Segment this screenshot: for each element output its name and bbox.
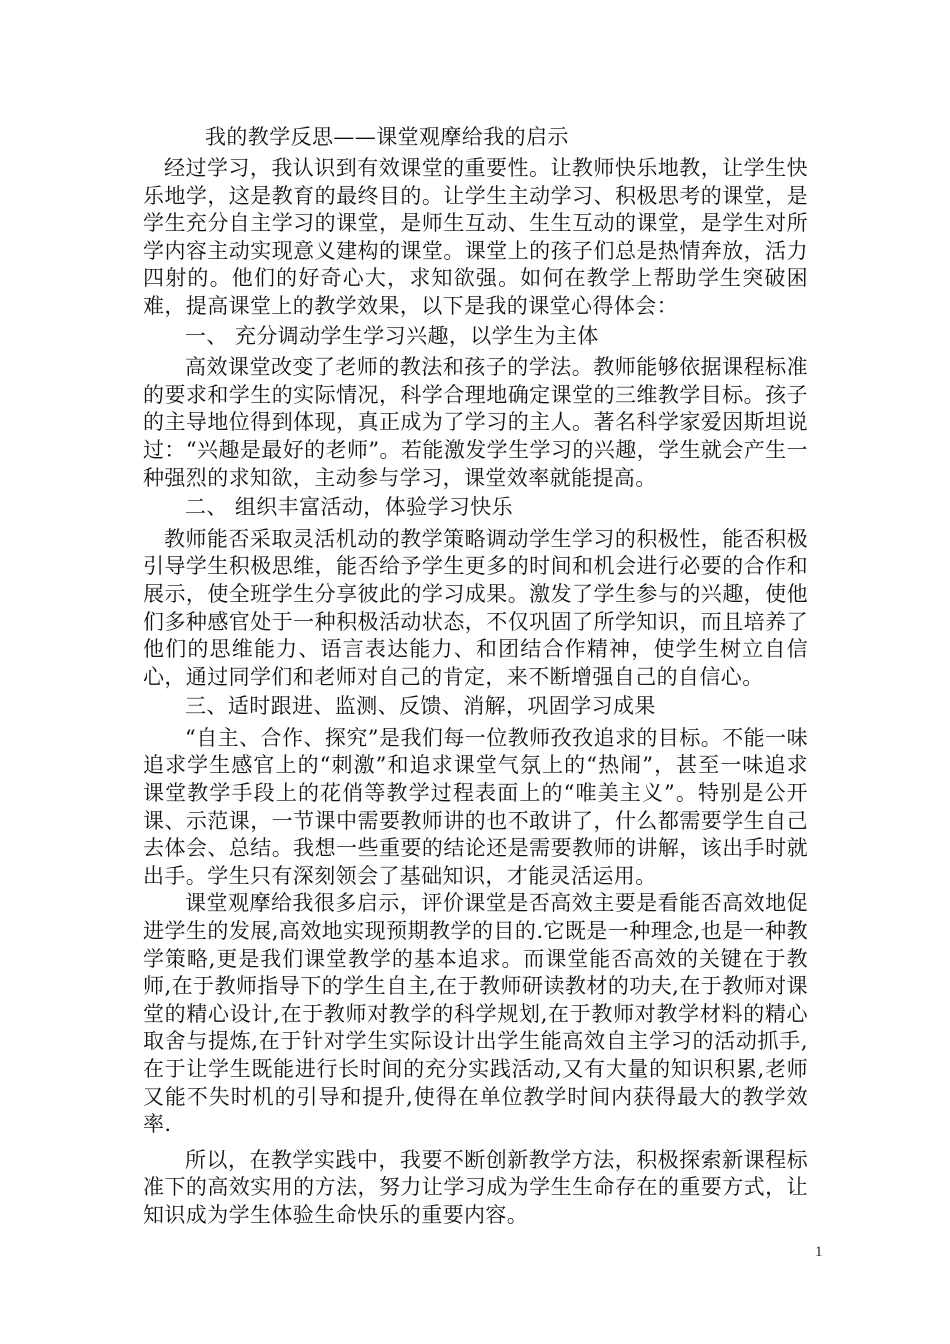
conclusion-paragraph: 所以，在教学实践中，我要不断创新教学方法，积极探索新课程标准下的高效实用的方法，努力让学习成为学生生命存在的重要方式，让知识成为学生体验生命快乐的重要内容。 [143,1147,808,1227]
section-heading-2: 二、 组织丰富活动，体验学习快乐 [185,495,514,520]
section-3-paragraph: “自主、合作、探究”是我们每一位教师孜孜追求的目标。不能一味追求学生感官上的“刺激”和追求课堂气氛上的“热闹”，甚至一味追求课堂教学手段上的花俏等教学过程表面上的“唯美主义”。特别是公开课、示范课，一节课中需要教师讲的也不敢讲了，什么都需要学生自己去体会、总结。我想一些重要的结论还是需要教师的讲解，该出手时就出手。学生只有深刻领会了基础知识，才能灵活运用。 [143,725,808,888]
section-1-paragraph: 高效课堂改变了老师的教法和孩子的学法。教师能够依据课程标准的要求和学生的实际情况，科学合理地确定课堂的三维教学目标。孩子的主导地位得到体现，真正成为了学习的主人。著名科学家爱因斯坦说过：“兴趣是最好的老师”。若能激发学生学习的兴趣，学生就会产生一种强烈的求知欲，主动参与学习，课堂效率就能提高。 [143,355,808,490]
section-heading-3: 三、适时跟进、监测、反馈、消解，巩固学习成果 [185,694,656,719]
intro-paragraph: 经过学习，我认识到有效课堂的重要性。让教师快乐地教，让学生快乐地学，这是教育的最终目的。让学生主动学习、积极思考的课堂，是学生充分自主学习的课堂，是师生互动、生生互动的课堂，是学生对所学内容主动实现意义建构的课堂。课堂上的孩子们总是热情奔放，活力四射的。他们的好奇心大，求知欲强。如何在教学上帮助学生突破困难，提高课堂上的教学效果，以下是我的课堂心得体会： [143,156,808,318]
document-body [143,123,808,1230]
reflection-paragraph: 课堂观摩给我很多启示，评价课堂是否高效主要是看能否高效地促进学生的发展,高效地实现预期教学的目的.它既是一种理念,也是一种教学策略,更是我们课堂教学的基本追求。而课堂能否高效的关键在于教师,在于教师指导下的学生自主,在于教师研读教材的功夫,在于教师对课堂的精心设计,在于教师对教学的科学规划,在于教师对教学材料的精心取舍与提炼,在于针对学生实际设计出学生能高效自主学习的活动抓手,在于让学生既能进行长时间的充分实践活动,又有大量的知识积累,老师又能不失时机的引导和提升,使得在单位教学时间内获得最大的教学效率. [143,891,808,1137]
section-heading-1: 一、 充分调动学生学习兴趣，以学生为主体 [185,323,599,348]
page-number: 1 [815,1244,823,1260]
document-title: 我的教学反思——课堂观摩给我的启示 [205,125,569,149]
section-2-paragraph: 教师能否采取灵活机动的教学策略调动学生学习的积极性，能否积极引导学生积极思维，能否给予学生更多的时间和机会进行必要的合作和展示，使全班学生分享彼此的学习成果。激发了学生参与的兴趣，使他们多种感官处于一种积极活动状态，不仅巩固了所学知识，而且培养了他们的思维能力、语言表达能力、和团结合作精神，使学生树立自信心，通过同学们和老师对自己的肯定，来不断增强自己的自信心。 [143,526,808,689]
